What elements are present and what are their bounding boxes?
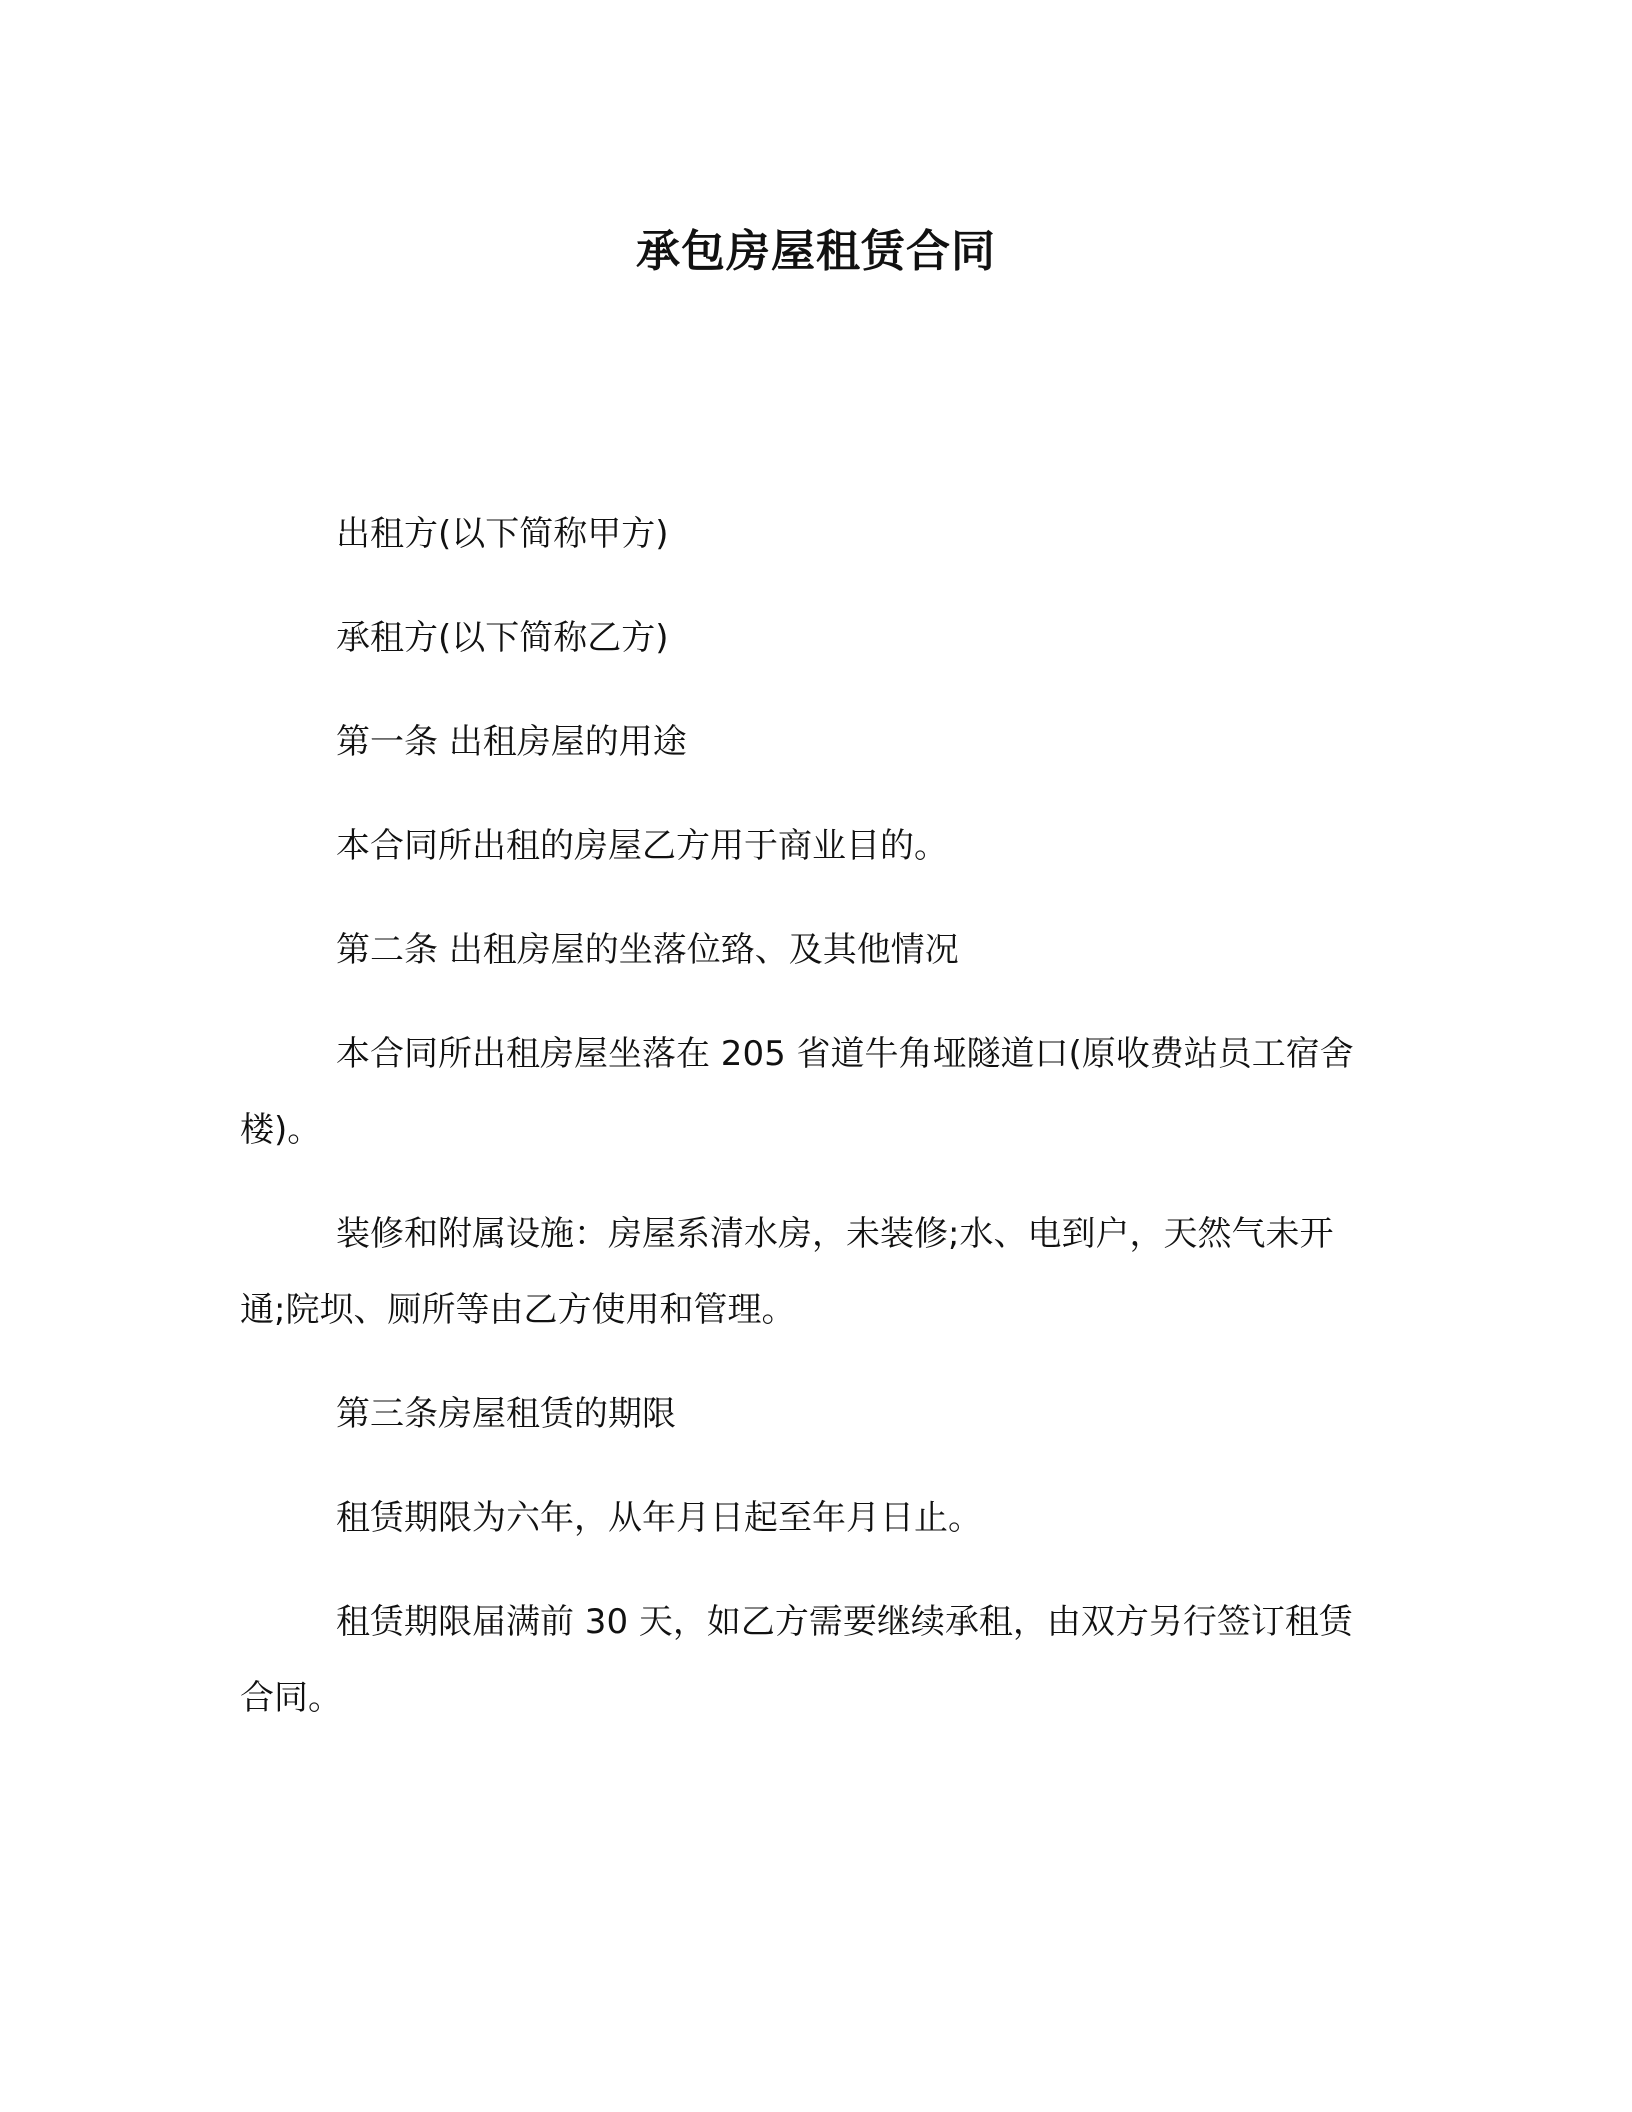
article-2-location: 本合同所出租房屋坐落在 205 省道牛角垭隧道口(原收费站员工宿舍楼)。: [240, 1034, 1354, 1150]
paragraph-lessor: 出租方(以下简称甲方): [336, 514, 669, 554]
article-1-text: 本合同所出租的房屋乙方用于商业目的。: [336, 826, 948, 866]
article-2-facilities: 装修和附属设施：房屋系清水房，未装修;水、电到户，天然气未开通;院坝、厕所等由乙方使用和管理。: [240, 1214, 1334, 1330]
article-3-term: 租赁期限为六年，从年月日起至年月日止。: [336, 1498, 982, 1538]
article-2-heading: 第二条 出租房屋的坐落位臵、及其他情况: [336, 930, 959, 970]
article-3-heading: 第三条房屋租赁的期限: [336, 1394, 676, 1434]
document-body: [240, 496, 1366, 1764]
paragraph-lessee: 承租方(以下简称乙方): [336, 618, 669, 658]
document-title: 承包房屋租赁合同: [636, 226, 996, 277]
article-1-heading: 第一条 出租房屋的用途: [336, 722, 687, 762]
article-3-renewal: 租赁期限届满前 30 天，如乙方需要继续承租，由双方另行签订租赁合同。: [240, 1602, 1353, 1718]
